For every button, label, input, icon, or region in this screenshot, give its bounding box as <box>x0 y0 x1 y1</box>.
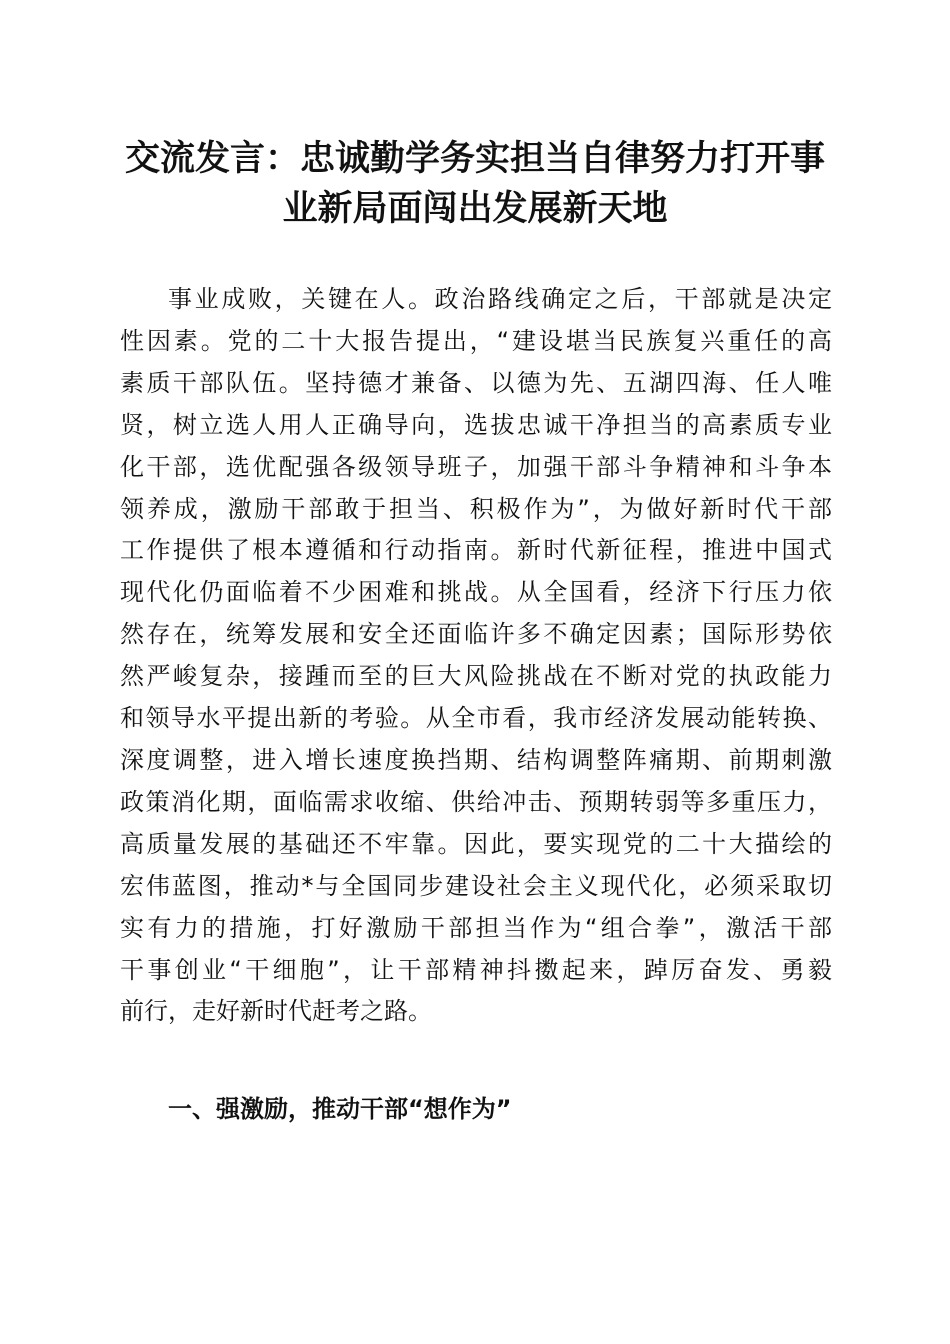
paragraph-line: 干事创业“干细胞”，让干部精神抖擞起来，踔厉奋发、勇毅 <box>120 955 832 984</box>
document-title <box>110 134 840 234</box>
intro-paragraph <box>120 279 832 1033</box>
paragraph-line: 素质干部队伍。坚持德才兼备、以德为先、五湖四海、任人唯 <box>120 368 832 397</box>
title-line: 业新局面闯出发展新天地 <box>282 188 668 229</box>
paragraph-line: 和领导水平提出新的考验。从全市看，我市经济发展动能转换、 <box>120 704 832 733</box>
section-heading: 一、强激励，推动干部“想作为” <box>168 1095 512 1123</box>
paragraph-line: 实有力的措施，打好激励干部担当作为“组合拳”，激活干部 <box>120 913 832 942</box>
paragraph-line: 化干部，选优配强各级领导班子，加强干部斗争精神和斗争本 <box>120 452 832 481</box>
paragraph-line: 深度调整，进入增长速度换挡期、结构调整阵痛期、前期刺激 <box>120 745 832 774</box>
paragraph-line: 现代化仍面临着不少困难和挑战。从全国看，经济下行压力依 <box>120 578 832 607</box>
paragraph-line: 宏伟蓝图，推动*与全国同步建设社会主义现代化，必须采取切 <box>120 871 832 900</box>
paragraph-line: 工作提供了根本遵循和行动指南。新时代新征程，推进中国式 <box>120 536 832 565</box>
paragraph-line: 领养成，激励干部敢于担当、积极作为”，为做好新时代干部 <box>120 494 832 523</box>
paragraph-line: 高质量发展的基础还不牢靠。因此，要实现党的二十大描绘的 <box>120 829 832 858</box>
paragraph-line: 事业成败，关键在人。政治路线确定之后，干部就是决定 <box>168 285 832 313</box>
paragraph-line: 然存在，统筹发展和安全还面临许多不确定因素；国际形势依 <box>120 620 832 649</box>
paragraph-line: 性因素。党的二十大报告提出，“建设堪当民族复兴重任的高 <box>120 326 832 355</box>
paragraph-line: 政策消化期，面临需求收缩、供给冲击、预期转弱等多重压力， <box>120 787 832 816</box>
paragraph-line: 前行，走好新时代赶考之路。 <box>120 997 432 1026</box>
paragraph-line: 贤，树立选人用人正确导向，选拔忠诚干净担当的高素质专业 <box>120 410 832 439</box>
paragraph-line: 然严峻复杂，接踵而至的巨大风险挑战在不断对党的执政能力 <box>120 662 832 691</box>
title-line: 交流发言：忠诚勤学务实担当自律努力打开事 <box>124 138 825 179</box>
